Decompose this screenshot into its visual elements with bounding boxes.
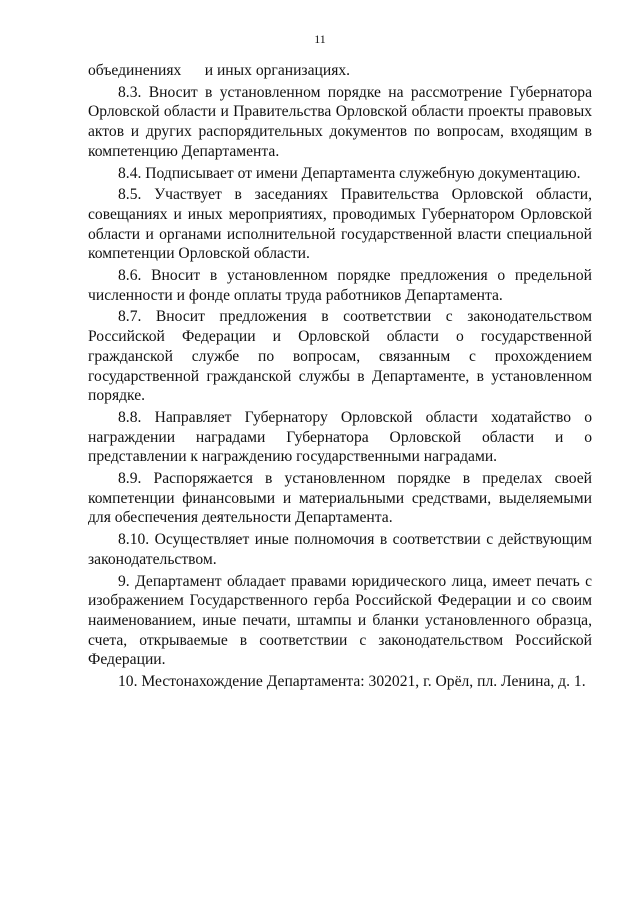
paragraph-9: 9. Департамент обладает правами юридического лица, имеет печать с изображением Государственного герба Российской Федерации и со своим наименованием, иные печати, штампы и бланки установленного образца, счета, открываемые в соответствии с законодательством Российской Федерации. xyxy=(88,572,592,669)
paragraph-8-4: 8.4. Подписывает от имени Департамента служебную документацию. xyxy=(118,164,581,182)
paragraph-8-6: 8.6. Вносит в установленном порядке предложения о предельной численности и фонде оплаты труда работников Департамента. xyxy=(88,267,592,304)
paragraph-8-5: 8.5. Участвует в заседаниях Правительства Орловской области, совещаниях и иных мероприятиях, проводимых Губернатором Орловской области и органами исполнительной государственной власти специальной компетенции Орловской области. xyxy=(88,186,592,263)
paragraph-8-10: 8.10. Осуществляет иные полномочия в соответствии с действующим законодательством. xyxy=(88,531,592,568)
paragraph-8-7: 8.7. Вносит предложения в соответствии с законодательством Российской Федерации и Орловской области о государственной гражданской службе по вопросам, связанным с прохождением государственной гражданской службы в Департаменте, в установленном порядке. xyxy=(88,308,592,405)
paragraph-8-9: 8.9. Распоряжается в установленном порядке в пределах своей компетенции финансовыми и материальными средствами, выделяемыми для обеспечения деятельности Департамента. xyxy=(88,470,592,527)
paragraph-8-8: 8.8. Направляет Губернатору Орловской области ходатайство о награждении наградами Губернатора Орловской области и о представлении к награждению государственными наградами. xyxy=(88,408,592,466)
paragraph-8-3: 8.3. Вносит в установленном порядке на рассмотрение Губернатора Орловской области и Правительства Орловской области проекты правовых актов и других распорядительных документов по вопросам, входящим в компетенцию Департамента. xyxy=(88,83,592,160)
document-body xyxy=(88,61,592,692)
paragraph-10: 10. Местонахождение Департамента: 302021, г. Орёл, пл. Ленина, д. 1. xyxy=(118,673,586,691)
paragraph-continuation: объединениях и иных организациях. xyxy=(88,62,351,79)
page-number: 11 xyxy=(314,32,326,46)
